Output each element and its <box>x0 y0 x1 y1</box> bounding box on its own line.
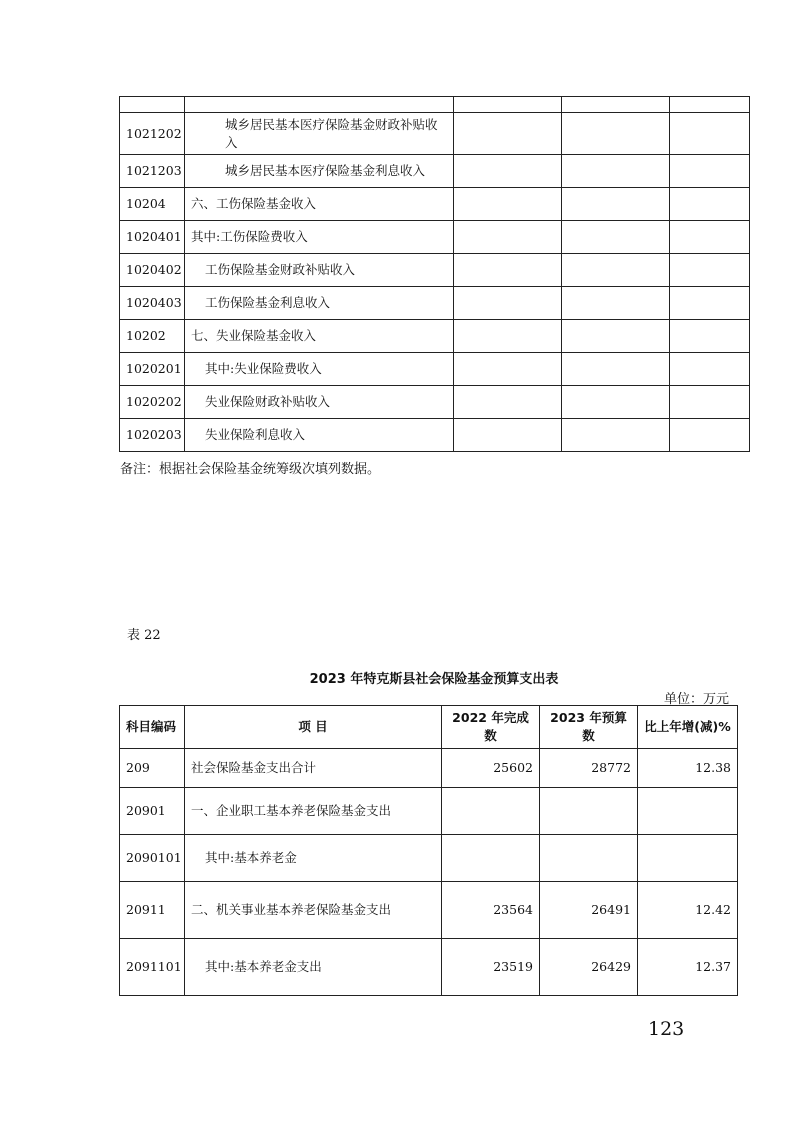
table-row <box>120 287 750 320</box>
header-budget-2023: 2023 年预算数 <box>540 706 638 749</box>
table-row <box>120 254 750 287</box>
row-item: 失业保险财政补贴收入 <box>185 386 454 419</box>
row-item: 社会保险基金支出合计 <box>185 749 442 788</box>
table-row <box>120 939 738 996</box>
row-item: 其中:失业保险费收入 <box>185 353 454 386</box>
row-item: 城乡居民基本医疗保险基金财政补贴收入 <box>185 113 454 155</box>
row-code: 2091101 <box>120 939 185 996</box>
row-change <box>638 788 738 835</box>
row-code: 1020203 <box>120 419 185 452</box>
row-code: 1020403 <box>120 287 185 320</box>
row-code: 1020402 <box>120 254 185 287</box>
table-row <box>120 749 738 788</box>
table-label: 表 22 <box>127 628 161 643</box>
table-row <box>120 221 750 254</box>
row-budget-2023: 26491 <box>540 882 638 939</box>
row-code: 1020401 <box>120 221 185 254</box>
row-item: 一、企业职工基本养老保险基金支出 <box>185 788 442 835</box>
table-note: 备注：根据社会保险基金统筹级次填列数据。 <box>120 462 381 477</box>
row-budget-2023 <box>540 788 638 835</box>
table-row <box>120 113 750 155</box>
row-budget-2023: 26429 <box>540 939 638 996</box>
row-item: 工伤保险基金财政补贴收入 <box>185 254 454 287</box>
header-change: 比上年增(减)% <box>638 706 738 749</box>
table-title: 2023 年特克斯县社会保险基金预算支出表 <box>309 672 559 687</box>
table-row <box>120 353 750 386</box>
row-code: 20911 <box>120 882 185 939</box>
row-budget-2023: 28772 <box>540 749 638 788</box>
table-header-row <box>120 706 738 749</box>
row-change <box>638 835 738 882</box>
row-change: 12.38 <box>638 749 738 788</box>
header-item: 项 目 <box>185 706 442 749</box>
table-row <box>120 320 750 353</box>
page-number: 123 <box>648 1018 685 1040</box>
row-item: 其中:工伤保险费收入 <box>185 221 454 254</box>
row-code: 1020201 <box>120 353 185 386</box>
row-code: 1021202 <box>120 113 185 155</box>
row-item: 六、工伤保险基金收入 <box>185 188 454 221</box>
table-row <box>120 835 738 882</box>
row-completed-2022 <box>442 835 540 882</box>
table-row <box>120 882 738 939</box>
row-item: 七、失业保险基金收入 <box>185 320 454 353</box>
header-code: 科目编码 <box>120 706 185 749</box>
row-code: 20901 <box>120 788 185 835</box>
table-row <box>120 155 750 188</box>
row-completed-2022: 25602 <box>442 749 540 788</box>
table-row <box>120 188 750 221</box>
table-row <box>120 419 750 452</box>
unit-label: 单位：万元 <box>663 692 729 707</box>
row-change: 12.37 <box>638 939 738 996</box>
row-change: 12.42 <box>638 882 738 939</box>
row-item: 工伤保险基金利息收入 <box>185 287 454 320</box>
row-code: 1021203 <box>120 155 185 188</box>
table-row <box>120 386 750 419</box>
row-item: 二、机关事业基本养老保险基金支出 <box>185 882 442 939</box>
row-completed-2022: 23519 <box>442 939 540 996</box>
header-completed-2022: 2022 年完成数 <box>442 706 540 749</box>
income-table-continued <box>119 96 750 452</box>
row-item: 城乡居民基本医疗保险基金利息收入 <box>185 155 454 188</box>
table-row <box>120 788 738 835</box>
row-completed-2022 <box>442 788 540 835</box>
row-item: 其中:基本养老金支出 <box>185 939 442 996</box>
row-budget-2023 <box>540 835 638 882</box>
row-code: 10202 <box>120 320 185 353</box>
row-code: 1020202 <box>120 386 185 419</box>
row-item: 失业保险利息收入 <box>185 419 454 452</box>
row-code: 209 <box>120 749 185 788</box>
row-item: 其中:基本养老金 <box>185 835 442 882</box>
row-code: 10204 <box>120 188 185 221</box>
expenditure-table <box>119 705 738 996</box>
blank-header-row <box>120 97 750 113</box>
row-completed-2022: 23564 <box>442 882 540 939</box>
row-code: 2090101 <box>120 835 185 882</box>
